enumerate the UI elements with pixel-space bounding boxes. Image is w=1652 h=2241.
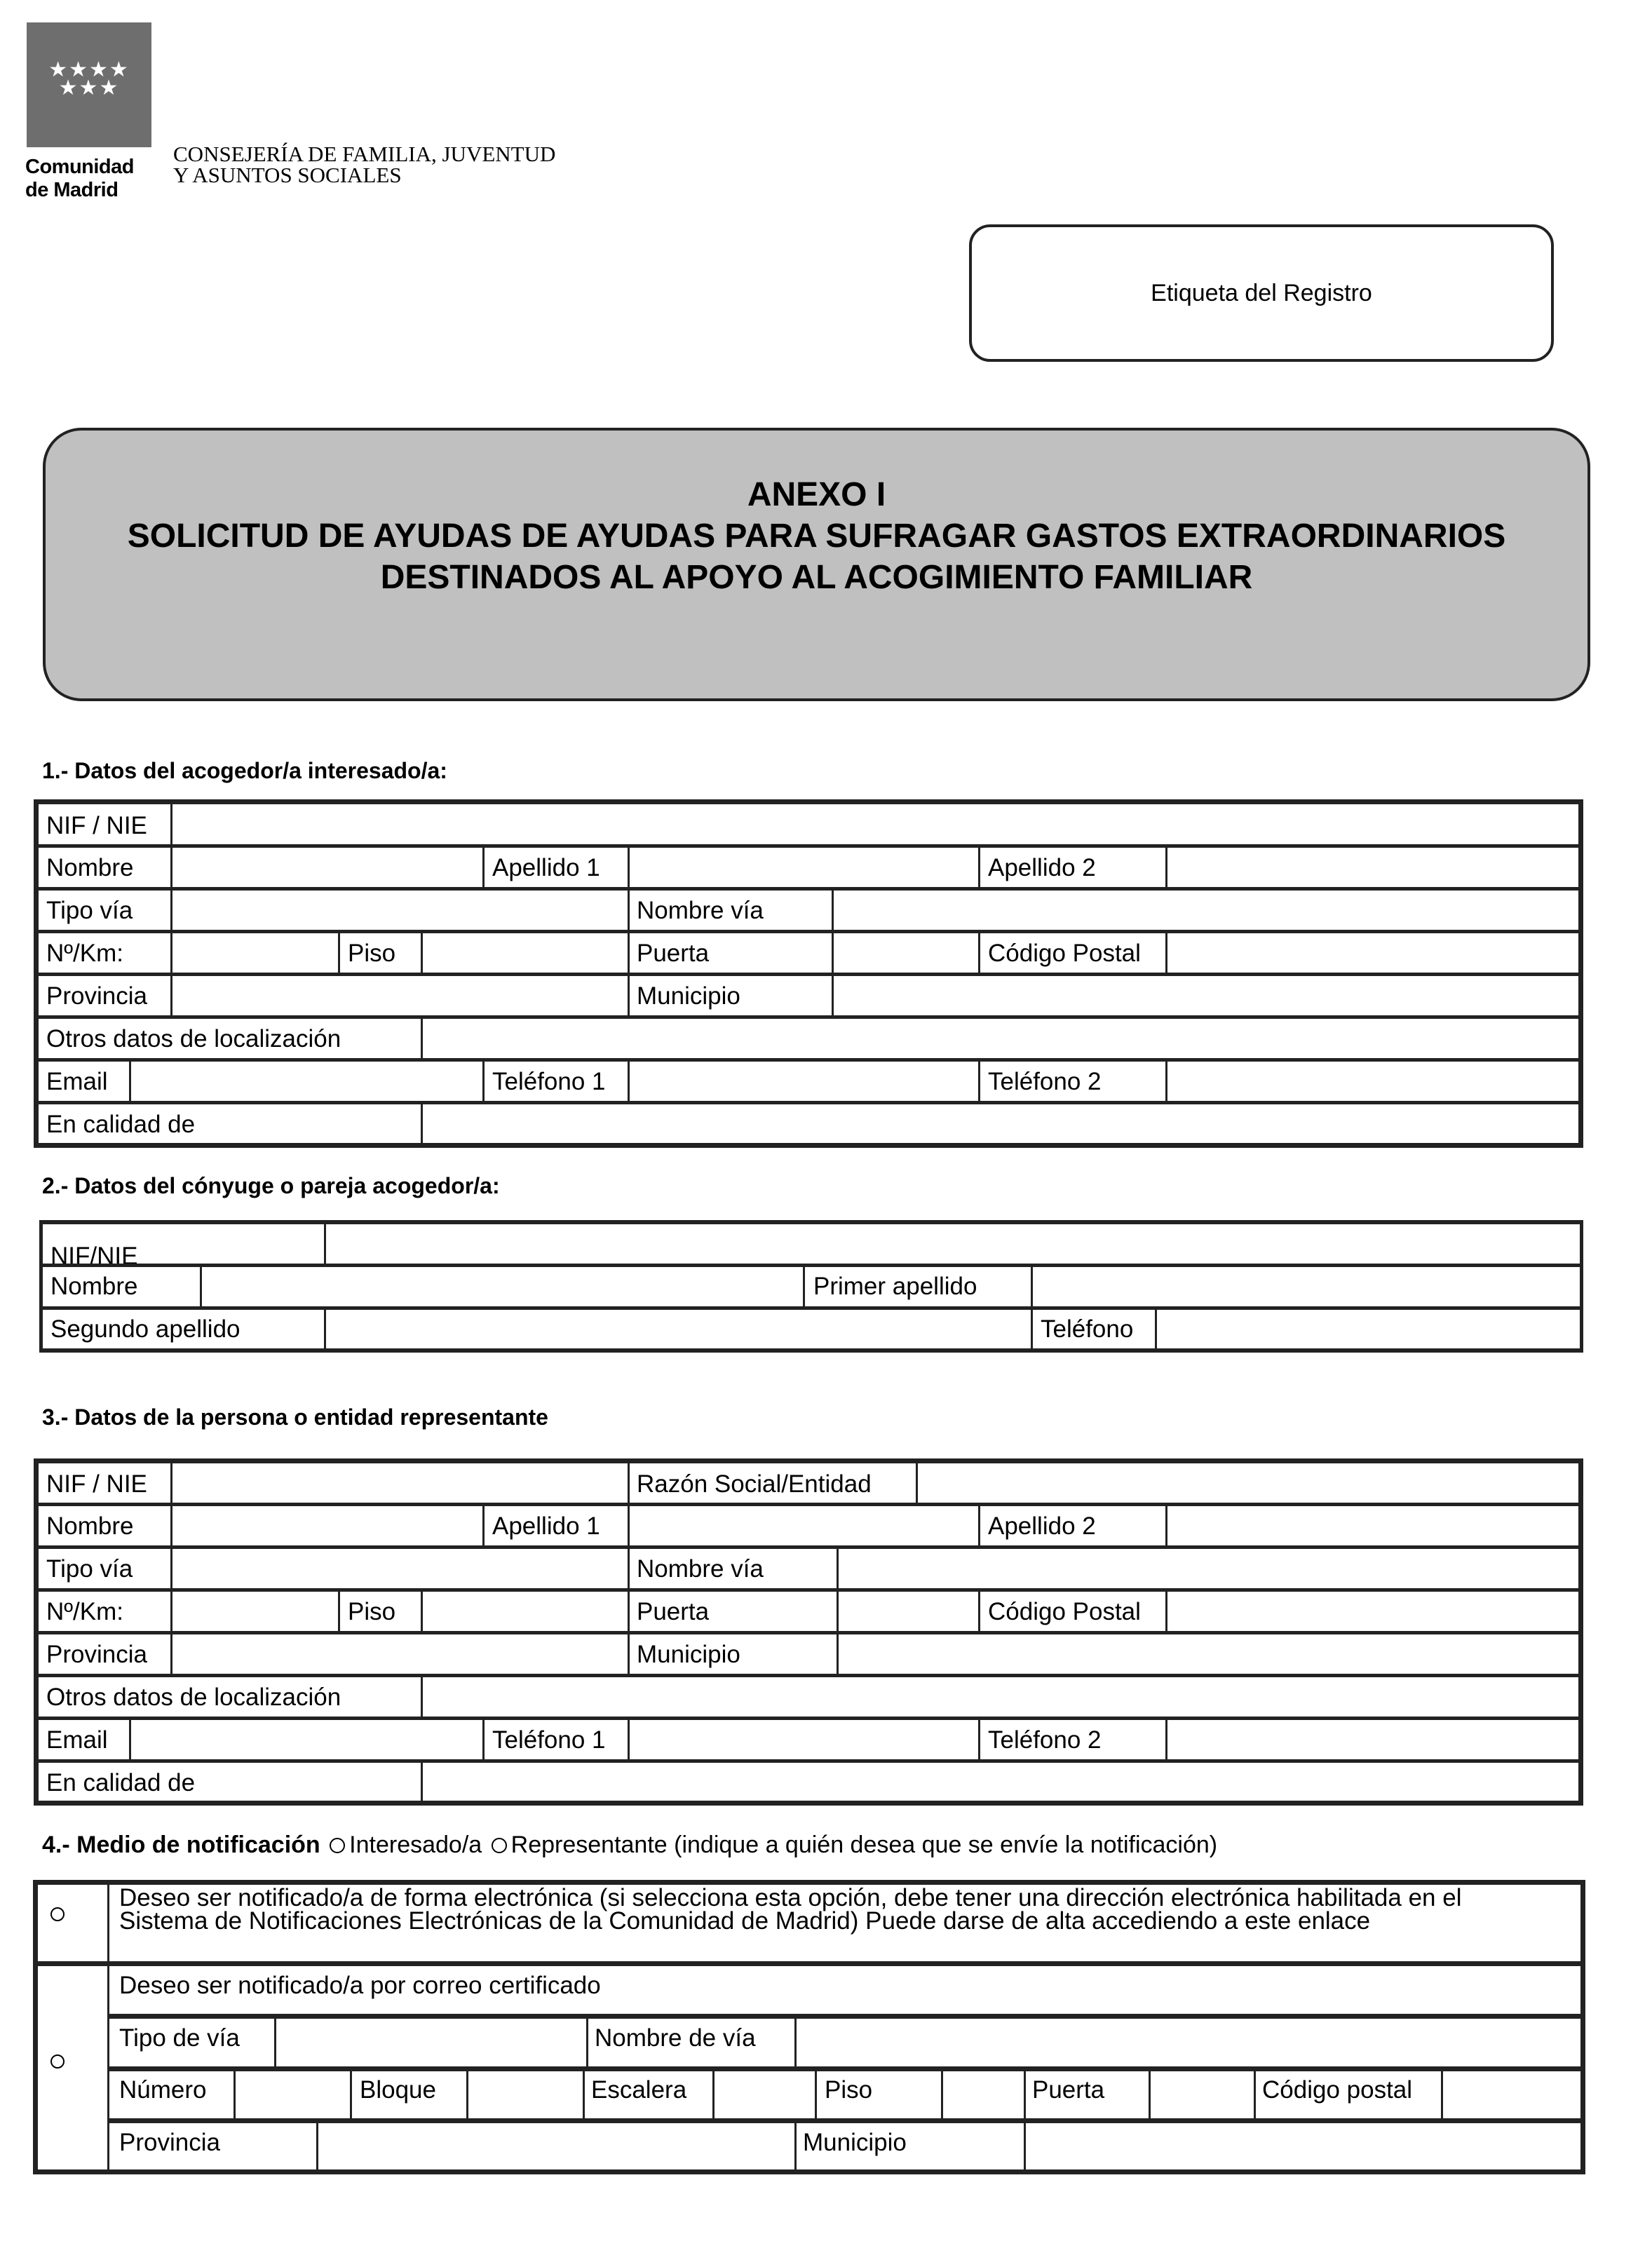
label-puerta: Puerta	[637, 940, 710, 967]
divider	[338, 930, 340, 976]
electronic-line-2: Sistema de Notificaciones Electrónicas de la Comunidad de Madrid) Puede darse de alta accediendo a este enlace	[119, 1907, 1371, 1935]
logo-wordmark	[25, 156, 134, 202]
divider	[628, 1545, 630, 1592]
divider	[628, 844, 630, 891]
nif-input[interactable]	[174, 804, 1576, 844]
rep-provincia-input[interactable]	[174, 1634, 626, 1674]
divider	[482, 1058, 485, 1104]
divider	[628, 930, 630, 976]
divider	[1165, 844, 1167, 891]
divider	[628, 887, 630, 933]
rep-razon-social-input[interactable]	[919, 1463, 1578, 1503]
rep-apellido-2-input[interactable]	[1169, 1506, 1578, 1545]
divider	[583, 2066, 585, 2120]
label-piso: Piso	[348, 1598, 396, 1625]
label-telefono-2: Teléfono 2	[988, 1726, 1102, 1754]
divider	[170, 887, 172, 933]
label-provincia: Provincia	[46, 1641, 147, 1668]
divider	[1165, 1503, 1167, 1549]
spouse-nombre-input[interactable]	[203, 1267, 801, 1306]
divider	[107, 2118, 1585, 2123]
postal-municipio-input[interactable]	[1027, 2123, 1580, 2169]
divider	[233, 2066, 236, 2120]
divider	[324, 1220, 326, 1265]
postal-puerta-input[interactable]	[1152, 2071, 1252, 2119]
divider	[794, 2118, 797, 2173]
postal-tipo-via-input[interactable]	[278, 2019, 585, 2066]
divider	[1165, 1717, 1167, 1763]
stars-row-2: ★★★	[58, 76, 120, 100]
postal-piso-input[interactable]	[945, 2071, 1022, 2119]
telefono-1-input[interactable]	[631, 1062, 977, 1101]
label-otros-datos: Otros datos de localización	[46, 1684, 341, 1711]
rep-email-input[interactable]	[133, 1720, 481, 1759]
divider	[421, 1674, 423, 1720]
divider	[815, 2066, 817, 2120]
apellido-2-input[interactable]	[1169, 848, 1578, 887]
postal-notification-text: Deseo ser notificado/a por correo certificado	[119, 1972, 601, 1999]
divider	[628, 1058, 630, 1104]
label-email: Email	[46, 1068, 108, 1095]
label-escalera: Escalera	[591, 2076, 687, 2104]
label-nombre-de-via: Nombre de vía	[595, 2024, 756, 2052]
rep-nif-input[interactable]	[174, 1463, 626, 1503]
postal-nombre-via-input[interactable]	[798, 2019, 1580, 2066]
divider	[712, 2066, 715, 2120]
divider	[421, 1101, 423, 1146]
divider	[794, 2014, 797, 2068]
divider	[1024, 2066, 1026, 2120]
label-municipio: Municipio	[637, 1641, 740, 1668]
divider	[421, 930, 423, 976]
label-email: Email	[46, 1726, 108, 1754]
label-apellido-1: Apellido 1	[492, 1512, 600, 1540]
en-calidad-de-input[interactable]	[424, 1104, 1578, 1143]
rep-apellido-1-input[interactable]	[631, 1506, 977, 1545]
divider	[1254, 2066, 1256, 2120]
divider	[1149, 2066, 1151, 2120]
divider	[466, 2066, 468, 2120]
rep-codigo-postal-input[interactable]	[1169, 1592, 1578, 1631]
divider	[324, 1306, 326, 1351]
postal-escalera-input[interactable]	[716, 2071, 813, 2119]
section-2-heading: 2.- Datos del cónyuge o pareja acogedor/a:	[42, 1173, 500, 1198]
logo-line-2: de Madrid	[25, 179, 119, 201]
divider	[200, 1264, 202, 1308]
postal-provincia-input[interactable]	[320, 2123, 793, 2169]
form-title-line-2: DESTINADOS AL APOYO AL ACOGIMIENTO FAMILIAR	[380, 559, 1253, 596]
nombre-via-input[interactable]	[835, 891, 1578, 930]
label-nombre-via: Nombre vía	[637, 897, 764, 924]
divider	[482, 1503, 485, 1549]
label-municipio: Municipio	[803, 2129, 907, 2156]
label-num-km: Nº/Km:	[46, 1598, 124, 1625]
divider	[832, 887, 834, 933]
radio-interesado[interactable]	[330, 1838, 345, 1853]
label-tipo-via: Tipo vía	[46, 1555, 133, 1583]
label-apellido-1: Apellido 1	[492, 854, 600, 881]
municipio-input[interactable]	[835, 976, 1578, 1015]
label-tipo-de-via: Tipo de vía	[119, 2024, 240, 2052]
otros-datos-input[interactable]	[424, 1019, 1578, 1058]
divider	[978, 1503, 980, 1549]
divider	[628, 1717, 630, 1763]
divider	[628, 1503, 630, 1549]
divider	[1024, 2118, 1026, 2173]
divider	[107, 2014, 1585, 2019]
stars-row-1: ★★★★	[48, 57, 130, 82]
rep-piso-input[interactable]	[424, 1592, 626, 1631]
divider	[482, 1717, 485, 1763]
divider	[421, 1759, 423, 1803]
divider	[978, 844, 980, 891]
rep-tipo-via-input[interactable]	[174, 1549, 626, 1588]
divider	[170, 930, 172, 976]
radio-representante[interactable]	[492, 1838, 507, 1853]
label-piso: Piso	[825, 2076, 873, 2104]
divider	[170, 1458, 172, 1504]
puerta-input[interactable]	[835, 933, 977, 973]
radio-electronic-notification[interactable]	[50, 1907, 65, 1921]
label-nombre-via: Nombre vía	[637, 1555, 764, 1583]
label-puerta: Puerta	[637, 1598, 710, 1625]
registry-label: Etiqueta del Registro	[1151, 279, 1372, 306]
label-nif: NIF / NIE	[46, 1470, 147, 1498]
divider	[1165, 1058, 1167, 1104]
label-en-calidad-de: En calidad de	[46, 1769, 196, 1796]
rep-nombre-input[interactable]	[174, 1506, 481, 1545]
section-4-heading	[42, 1832, 1217, 1859]
rep-nombre-via-input[interactable]	[840, 1549, 1578, 1588]
divider	[1165, 930, 1167, 976]
codigo-postal-input[interactable]	[1169, 933, 1578, 973]
label-nombre: Nombre	[46, 1512, 134, 1540]
label-codigo-postal: Código Postal	[988, 1598, 1141, 1625]
divider	[170, 973, 172, 1019]
divider	[832, 973, 834, 1019]
label-codigo-postal: Código postal	[1262, 2076, 1413, 2104]
annex-title: ANEXO I	[747, 476, 886, 513]
divider	[107, 1880, 109, 2173]
label-numero: Número	[119, 2076, 207, 2104]
rep-telefono-2-input[interactable]	[1169, 1720, 1578, 1759]
divider	[1031, 1306, 1033, 1351]
apellido-1-input[interactable]	[631, 848, 977, 887]
divider	[1031, 1264, 1033, 1308]
spouse-nif-input[interactable]	[327, 1224, 1579, 1264]
label-segundo-apellido: Segundo apellido	[50, 1315, 241, 1343]
rep-municipio-input[interactable]	[840, 1634, 1578, 1674]
section-4-title: 4.- Medio de notificación	[42, 1832, 320, 1858]
divider	[628, 1458, 630, 1504]
divider	[421, 1588, 423, 1634]
label-telefono-2: Teléfono 2	[988, 1068, 1102, 1095]
label-provincia: Provincia	[119, 2129, 220, 2156]
divider	[1441, 2066, 1443, 2120]
divider	[837, 1631, 839, 1677]
logo-line-1: Comunidad	[25, 156, 134, 178]
divider	[628, 973, 630, 1019]
divider	[978, 1588, 980, 1634]
nombre-input[interactable]	[174, 848, 481, 887]
department-name	[173, 144, 555, 186]
label-razon-social: Razón Social/Entidad	[637, 1470, 872, 1498]
rep-telefono-1-input[interactable]	[631, 1720, 977, 1759]
registry-label-box	[969, 224, 1554, 362]
tipo-via-input[interactable]	[174, 891, 626, 930]
divider	[628, 1631, 630, 1677]
label-nif: NIF / NIE	[46, 812, 147, 839]
piso-input[interactable]	[424, 933, 626, 973]
label-codigo-postal: Código Postal	[988, 940, 1141, 967]
label-num-km: Nº/Km:	[46, 940, 124, 967]
divider	[1165, 1588, 1167, 1634]
radio-representante-label[interactable]: Representante	[510, 1832, 668, 1858]
divider	[421, 1015, 423, 1062]
divider	[837, 1588, 839, 1634]
divider	[837, 1545, 839, 1592]
email-input[interactable]	[133, 1062, 481, 1101]
label-nif: NIF/NIE	[50, 1243, 138, 1264]
label-tipo-via: Tipo vía	[46, 897, 133, 924]
label-nombre: Nombre	[46, 854, 134, 881]
label-bloque: Bloque	[360, 2076, 436, 2104]
divider	[170, 1545, 172, 1592]
divider	[978, 1717, 980, 1763]
divider	[338, 1588, 340, 1634]
spouse-segundo-apellido-input[interactable]	[327, 1310, 1029, 1348]
electronic-line-1: Deseo ser notificado/a de forma electrónica (si selecciona esta opción, debe tener una dirección electrónica habilitada en el	[119, 1884, 1462, 1911]
spouse-primer-apellido-input[interactable]	[1034, 1267, 1579, 1306]
divider	[170, 1503, 172, 1549]
postal-numero-input[interactable]	[237, 2071, 348, 2119]
divider	[170, 1631, 172, 1677]
stars-icon	[27, 57, 151, 100]
label-nombre: Nombre	[50, 1273, 138, 1300]
label-telefono-1: Teléfono 1	[492, 1068, 606, 1095]
label-provincia: Provincia	[46, 982, 147, 1010]
form-title-box	[43, 428, 1590, 701]
divider	[916, 1458, 918, 1504]
section-4-note: (indique a quién desea que se envíe la notificación)	[674, 1832, 1218, 1858]
label-apellido-2: Apellido 2	[988, 854, 1096, 881]
divider	[628, 1588, 630, 1634]
radio-interesado-label[interactable]: Interesado/a	[349, 1832, 482, 1858]
rep-num-km-input[interactable]	[174, 1592, 337, 1631]
divider	[33, 1961, 1585, 1966]
label-apellido-2: Apellido 2	[988, 1512, 1096, 1540]
divider	[316, 2118, 318, 2173]
divider	[129, 1058, 131, 1104]
divider	[170, 799, 172, 846]
label-en-calidad-de: En calidad de	[46, 1111, 196, 1138]
divider	[170, 1588, 172, 1634]
divider	[107, 2066, 1585, 2071]
divider	[586, 2014, 588, 2068]
label-telefono-1: Teléfono 1	[492, 1726, 606, 1754]
section-1-heading: 1.- Datos del acogedor/a interesado/a:	[42, 758, 447, 783]
divider	[274, 2014, 276, 2068]
rep-puerta-input[interactable]	[840, 1592, 977, 1631]
label-primer-apellido: Primer apellido	[813, 1273, 977, 1300]
num-km-input[interactable]	[174, 933, 337, 973]
section-3-heading: 3.- Datos de la persona o entidad representante	[42, 1404, 548, 1430]
divider	[941, 2066, 943, 2120]
label-puerta: Puerta	[1032, 2076, 1105, 2104]
form-title-line-1: SOLICITUD DE AYUDAS DE AYUDAS PARA SUFRAGAR GASTOS EXTRAORDINARIOS	[127, 517, 1506, 555]
postal-bloque-input[interactable]	[470, 2071, 581, 2119]
divider	[129, 1717, 131, 1763]
divider	[350, 2066, 352, 2120]
divider	[1155, 1306, 1157, 1351]
rep-en-calidad-de-input[interactable]	[424, 1763, 1578, 1801]
divider	[803, 1264, 805, 1308]
provincia-input[interactable]	[174, 976, 626, 1015]
comunidad-madrid-logo	[27, 22, 151, 147]
divider	[978, 1058, 980, 1104]
divider	[832, 930, 834, 976]
label-municipio: Municipio	[637, 982, 740, 1010]
postal-codigo-postal-input[interactable]	[1444, 2071, 1580, 2119]
label-telefono: Teléfono	[1041, 1315, 1134, 1343]
department-line-1: CONSEJERÍA DE FAMILIA, JUVENTUD	[173, 142, 556, 166]
divider	[978, 930, 980, 976]
divider	[170, 844, 172, 891]
label-piso: Piso	[348, 940, 396, 967]
label-otros-datos: Otros datos de localización	[46, 1025, 341, 1052]
radio-postal-notification[interactable]	[50, 2054, 65, 2069]
electronic-notification-text	[119, 1884, 1462, 1935]
spouse-telefono-input[interactable]	[1158, 1310, 1579, 1348]
divider	[482, 844, 485, 891]
department-line-2: Y ASUNTOS SOCIALES	[173, 163, 402, 187]
telefono-2-input[interactable]	[1169, 1062, 1578, 1101]
rep-otros-datos-input[interactable]	[424, 1677, 1578, 1717]
